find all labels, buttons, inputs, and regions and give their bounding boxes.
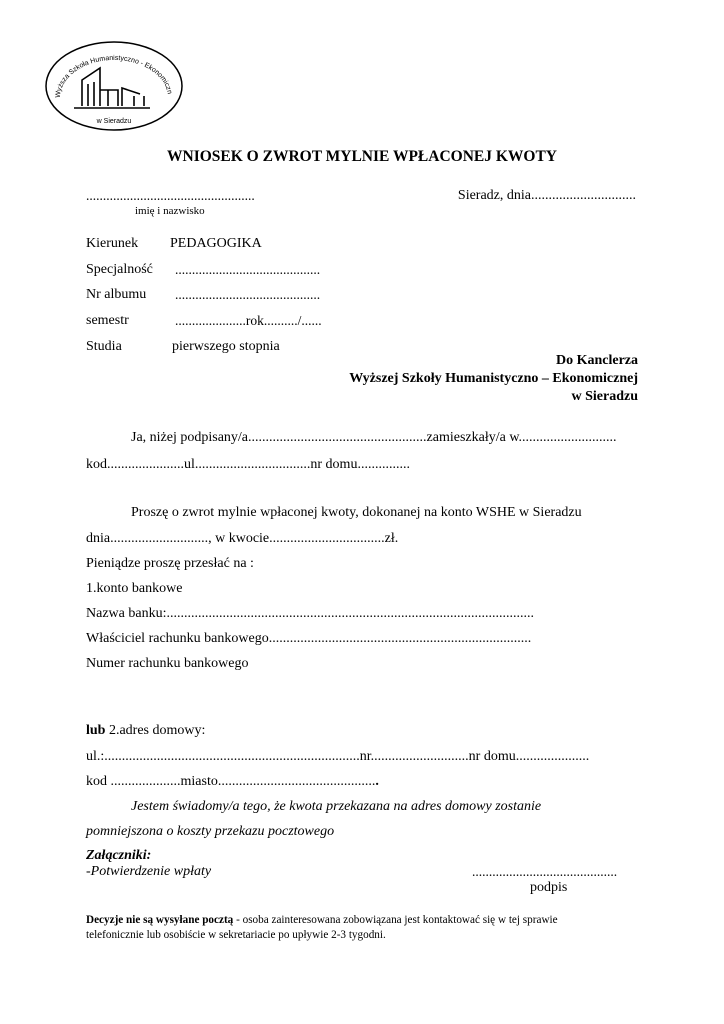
footer-rest: - osoba zainteresowana zobowiązana jest kontaktować się w tej sprawie xyxy=(233,914,558,926)
field-label-nr-albumu: Nr albumu xyxy=(86,287,147,302)
field-value-specjalnosc: ........................................... xyxy=(175,262,321,277)
body-line-applicant: Ja, niżej podpisany/a...................................................zamieszkały/a w............................ xyxy=(131,430,617,445)
field-label-kierunek: Kierunek xyxy=(86,236,139,251)
field-value-kierunek: PEDAGOGIKA xyxy=(170,236,262,251)
body-line-date-amount: dnia............................, w kwocie.................................zł. xyxy=(86,531,399,546)
footer-line-1 xyxy=(86,914,558,926)
signature-label: podpis xyxy=(530,880,568,895)
body-line-bank-account: 1.konto bankowe xyxy=(86,581,183,596)
place-date: Sieradz, dnia.............................. xyxy=(457,188,636,203)
addressee-line-2: Wyższej Szkoły Humanistyczno – Ekonomicznej xyxy=(349,371,638,386)
footer-bold-notice: Decyzje nie są wysyłane pocztą xyxy=(86,914,234,926)
body-line-bank-name: Nazwa banku:......................................................................................................... xyxy=(86,606,534,621)
attachment-item: -Potwierdzenie wpłaty xyxy=(86,864,212,879)
home-address-label: 2.adres domowy: xyxy=(105,723,206,738)
logo-arc-text: Wyższa Szkoła Humanistyczno - Ekonomiczn xyxy=(54,54,173,99)
building-icon xyxy=(74,68,150,108)
name-dots: .................................................. xyxy=(86,188,255,203)
home-address-city-period: . xyxy=(375,774,379,789)
addressee-line-3: w Sieradzu xyxy=(571,389,638,404)
home-address-city-text: kod ....................miasto............................................. xyxy=(86,774,376,789)
field-label-semestr: semestr xyxy=(86,313,129,328)
body-line-request: Proszę o zwrot mylnie wpłaconej kwoty, dokonanej na konto WSHE w Sieradzu xyxy=(131,505,582,520)
signature-dots: ........................................... xyxy=(472,864,618,879)
home-address-city xyxy=(86,774,379,790)
field-label-specjalnosc: Specjalność xyxy=(86,262,153,277)
body-line-transfer: Pieniądze proszę przesłać na : xyxy=(86,556,254,571)
document-title: WNIOSEK O ZWROT MYLNIE WPŁACONEJ KWOTY xyxy=(167,148,557,165)
logo-bottom-text: w Sieradzu xyxy=(96,118,132,125)
field-label-studia: Studia xyxy=(86,339,122,354)
lub-label: lub xyxy=(86,723,106,738)
body-line-account-owner: Właściciel rachunku bankowego........................................................................... xyxy=(86,631,532,646)
field-value-nr-albumu: ........................................... xyxy=(175,287,321,302)
home-address-heading xyxy=(86,723,205,739)
field-value-studia: pierwszego stopnia xyxy=(172,339,280,354)
school-logo-stamp xyxy=(44,40,184,132)
attachments-heading: Załączniki: xyxy=(86,848,152,863)
note-line-1: Jestem świadomy/a tego, że kwota przekazana na adres domowy zostanie xyxy=(131,799,542,814)
body-line-account-number: Numer rachunku bankowego xyxy=(86,656,249,671)
name-caption: imię i nazwisko xyxy=(135,205,205,217)
body-line-address: kod......................ul.................................nr domu............... xyxy=(86,457,410,472)
footer-line-2: telefonicznie lub osobiście w sekretariacie po upływie 2-3 tygodni. xyxy=(86,929,386,941)
note-line-2: pomniejszona o koszty przekazu pocztowego xyxy=(86,824,335,839)
home-address-street: ul.:.........................................................................nr............................nr domu..................... xyxy=(86,749,590,764)
addressee-line-1: Do Kanclerza xyxy=(555,353,638,368)
field-value-semestr: .....................rok........../...... xyxy=(175,313,322,328)
